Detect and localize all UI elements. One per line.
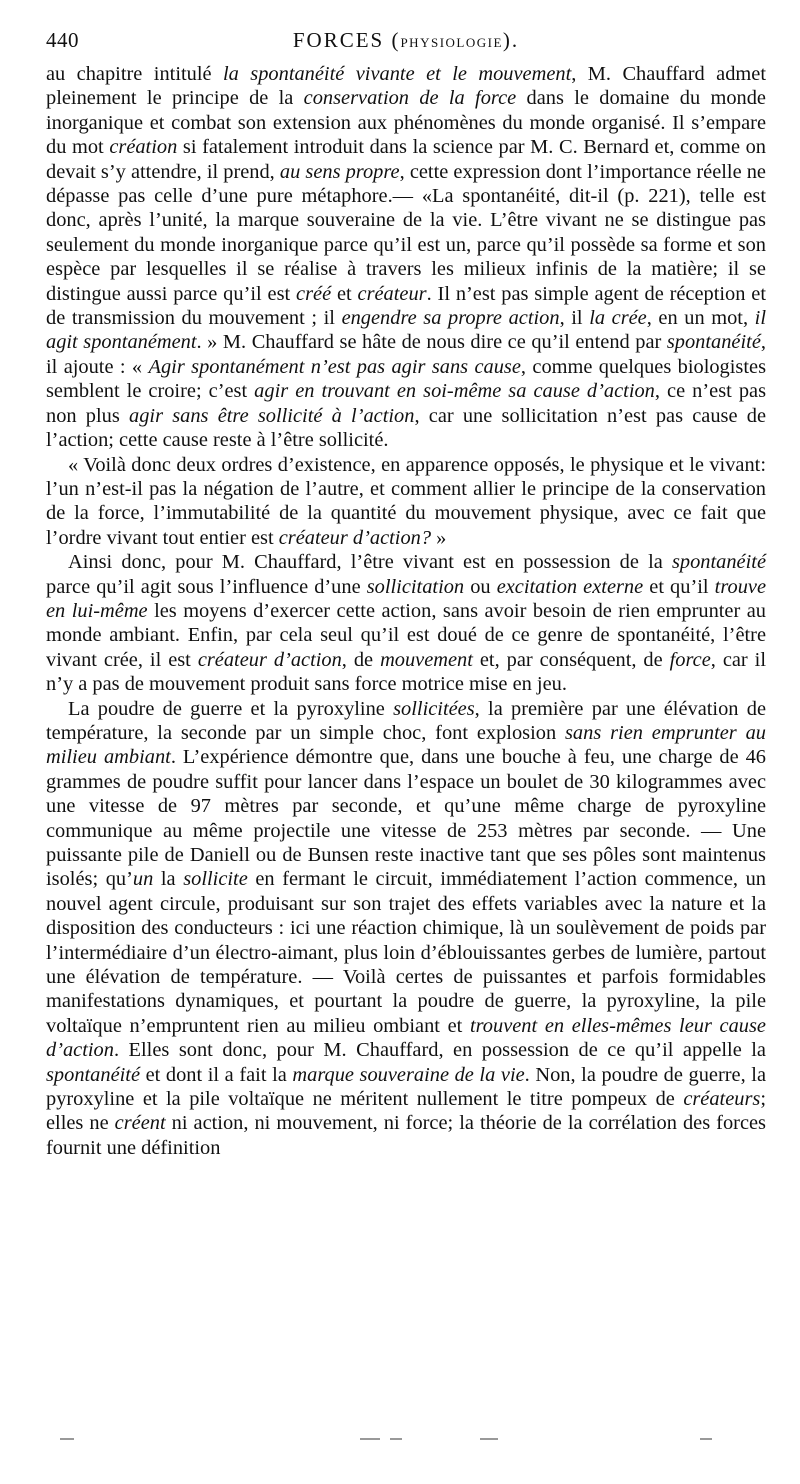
text-run: et qu’il xyxy=(643,575,715,598)
text-run: , en un mot, xyxy=(646,307,755,330)
running-title-smallcaps: PHYSIOLOGIE xyxy=(400,35,503,50)
text-run: , car il n’y a pas de mouvement produit sans force motrice mise en jeu. xyxy=(46,648,766,696)
text-run: dans le domaine du monde inorganique et combat son extension aux phénomènes du monde organisé. Il s’empare du mot xyxy=(46,87,766,159)
text-run: et dont il a fait la xyxy=(140,1063,293,1086)
running-header xyxy=(46,28,766,58)
italic-run: créateur xyxy=(357,282,427,305)
page-number: 440 xyxy=(46,28,79,52)
italic-run: spontanéité xyxy=(666,331,761,354)
text-run: , M. Chauffard admet pleinement le principe de la xyxy=(46,63,766,110)
italic-run: création xyxy=(109,136,178,159)
italic-run: sollicitées xyxy=(393,697,475,720)
text-run: , de xyxy=(341,648,381,671)
italic-run: excitation externe xyxy=(496,575,644,598)
italic-run: la spontanéité vivante et le mouvement xyxy=(223,63,572,85)
italic-run: sollicite xyxy=(183,868,248,891)
italic-run: créé xyxy=(296,282,332,305)
text-run: , la première par une élévation de température, la seconde par un simple choc, font explosion xyxy=(46,697,766,744)
text-run: , il xyxy=(559,307,590,330)
footer-marks xyxy=(60,1438,740,1446)
text-run: en fermant le circuit, immédiatement l’action commence, un nouvel agent circule, produisant sur son trajet des effets variables avec la nature et la disposition des conducteurs : ici une réaction chimique, là un soulèvement de poids par l’intermédiaire d’un électro-aimant, plus loin d’éblouissantes gerbes de lumière, partout une élévation de température. — Voilà certes de puissantes et parfois formidables manifestations dynamiques, et pourtant la poudre de guerre, la pyroxyline, la pile voltaïque n’empruntent rien au milieu ombiant et xyxy=(46,868,766,1037)
italic-run: spontanéité xyxy=(46,1063,141,1086)
italic-run: au sens propre xyxy=(279,160,400,183)
text-run: , comme quelques biologistes semblent le croire; c’est xyxy=(46,355,767,403)
text-run: « Voilà donc deux ordres d’existence, en apparence opposés, le physique et le vivant: l’un n’est-il pas la négation de l’autre, et comment allier le principe de la conservation de la force, l’immutabilité de la quantité du mouvement physique, avec ce fait que l’ordre vivant tout entier est xyxy=(46,453,766,549)
italic-run: la crée xyxy=(589,307,647,330)
paragraph xyxy=(46,550,766,696)
text-run: ou xyxy=(464,575,497,598)
text-run: La poudre de guerre et la pyroxyline xyxy=(68,697,394,720)
italic-run: trouvent en elles-mêmes leur cause d’action xyxy=(46,1014,766,1062)
running-title-end: ). xyxy=(502,28,520,52)
italic-run: un xyxy=(132,868,154,891)
text-run: au chapitre intitulé xyxy=(46,63,223,85)
italic-run: agir sans être sollicité à l’action xyxy=(129,404,415,427)
text-run: la xyxy=(153,868,184,891)
italic-run: créateurs xyxy=(683,1088,761,1111)
text-run: si fatalement introduit dans la science par M. C. Bernard et, comme on devait s’y attendre, il prend, xyxy=(46,136,766,183)
body-text xyxy=(46,62,766,1160)
paragraph xyxy=(46,62,766,453)
italic-run: mouvement xyxy=(380,648,473,671)
text-run: . Elles sont donc, pour M. Chauffard, en possession de ce qu’il appelle la xyxy=(113,1039,766,1062)
italic-run: il agit spontanément xyxy=(46,307,767,354)
running-title-main: FORCES ( xyxy=(292,28,401,52)
italic-run: force xyxy=(669,648,711,671)
text-run: . Il n’est pas simple agent de réception et de transmission du mouvement ; il xyxy=(46,282,766,330)
paragraph xyxy=(46,697,766,1161)
text-run: . Non, la poudre de guerre, la pyroxyline et la pile voltaïque ne méritent nullement le titre pompeux de xyxy=(46,1063,766,1111)
text-run: ; elles ne xyxy=(46,1088,766,1135)
text-run: et xyxy=(331,282,358,305)
italic-run: créateur d’action xyxy=(197,648,342,671)
italic-run: sollicitation xyxy=(366,575,465,598)
paragraph xyxy=(46,453,766,551)
text-run: » xyxy=(431,526,447,549)
italic-run: conservation de la force xyxy=(303,87,517,110)
italic-run: engendre sa propre action xyxy=(341,307,560,330)
italic-run: trouve en lui-même xyxy=(46,575,766,622)
italic-run: spontanéité xyxy=(671,551,766,574)
text-run: ni action, ni mouvement, ni force; la théorie de la corrélation des forces fournit une définition xyxy=(46,1112,766,1159)
text-run: Ainsi donc, pour M. Chauffard, l’être vivant est en possession de la xyxy=(68,551,672,574)
text-run: . L’expérience démontre que, dans une bouche à feu, une charge de 46 grammes de poudre suffit pour lancer dans l’espace un boulet de 30 kilogrammes avec une vitesse de 97 mètres par seconde, et qu’une même charge de pyroxyline communique au même projectile une vitesse de 253 mètres par seconde. — Une puissante pile de Daniell ou de Bunsen reste inactive tant que ses pôles sont maintenus isolés; qu’ xyxy=(46,746,767,891)
text-run: . » M. Chauffard se hâte de nous dire ce qu’il entend par xyxy=(196,331,667,354)
italic-run: Agir spontanément n’est pas agir sans cause xyxy=(148,355,521,378)
text-run: , car une sollicitation n’est pas cause de l’action; cette cause reste à l’être sollicité. xyxy=(46,404,766,452)
text-run: , il ajoute : « xyxy=(46,331,766,378)
italic-run: créateur d’action? xyxy=(278,526,432,549)
text-run: et, par conséquent, de xyxy=(472,648,670,671)
text-run: , ce n’est pas non plus xyxy=(46,380,767,427)
text-run: les moyens d’exercer cette action, sans avoir besoin de rien emprunter au monde ambiant. Enfin, par cela seul qu’il est doué de ce genre de spontanéité, l’être vivant crée, il est xyxy=(46,599,766,671)
text-run: , cette expression dont l’importance réelle ne dépasse pas celle d’une pure métaphore.— «La spontanéité, dit-il (p. 221), telle est donc, après l’unité, la marque souveraine de la vie. L’être vivant ne se distingue pas seulement du monde inorganique parce qu’il est un, parce qu’il possède sa forme et son espèce par lesquelles il se réalise à travers les milieux infinis de la matière; il se distingue aussi parce qu’il est xyxy=(46,160,766,305)
text-run: parce qu’il agit sous l’influence d’une xyxy=(46,575,367,598)
italic-run: agir en trouvant en soi-même sa cause d’action xyxy=(254,380,655,403)
italic-run: marque souveraine de la vie xyxy=(292,1063,525,1086)
running-title xyxy=(46,28,766,53)
italic-run: sans rien emprunter au milieu ambiant xyxy=(46,721,766,769)
italic-run: créent xyxy=(114,1112,166,1135)
